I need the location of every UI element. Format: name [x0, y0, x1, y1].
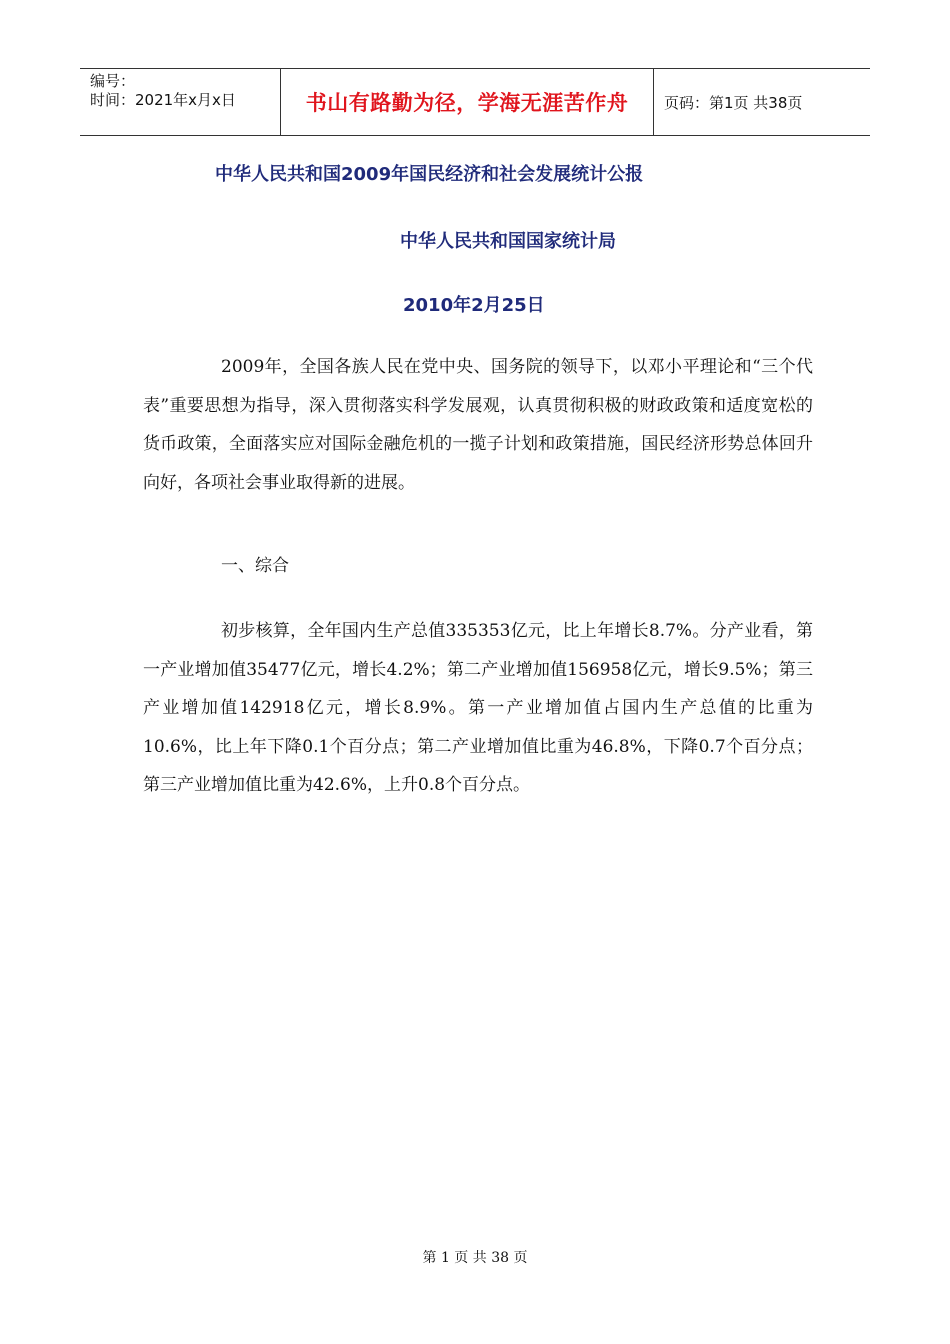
document-title: 中华人民共和国2009年国民经济和社会发展统计公报	[215, 164, 644, 185]
document-issuer: 中华人民共和国国家统计局	[400, 231, 616, 252]
intro-paragraph: 2009年，全国各族人民在党中央、国务院的领导下，以邓小平理论和“三个代表”重要思想为指导，深入贯彻落实科学发展观，认真贯彻积极的财政政策和适度宽松的货币政策，全面落实应对国际金融危机的一揽子计划和政策措施，国民经济形势总体回升向好，各项社会事业取得新的进展。	[143, 357, 813, 493]
time-label: 时间：2021年x月x日	[90, 91, 236, 109]
header-page-code: 页码：第1页 共38页	[664, 93, 803, 112]
section-body-paragraph: 初步核算，全年国内生产总值335353亿元，比上年增长8.7%。分产业看，第一产业增加值35477亿元，增长4.2%；第二产业增加值156958亿元，增长9.5%；第三产业增加值142918亿元，增长8.9%。第一产业增加值占国内生产总值的比重为10.6%，比上年下降0.1个百分点；第二产业增加值比重为46.8%，下降0.7个百分点；第三产业增加值比重为42.6%，上升0.8个百分点。	[143, 621, 813, 796]
section-heading: 一、综合	[221, 556, 289, 576]
header-meta	[80, 69, 281, 135]
number-label: 编号：	[90, 72, 136, 90]
header-motto: 书山有路勤为径，学海无涯苦作舟	[281, 69, 654, 135]
document-date: 2010年2月25日	[403, 295, 545, 316]
page-footer: 第 1 页 共 38 页	[422, 1250, 528, 1266]
document-header	[80, 68, 870, 136]
